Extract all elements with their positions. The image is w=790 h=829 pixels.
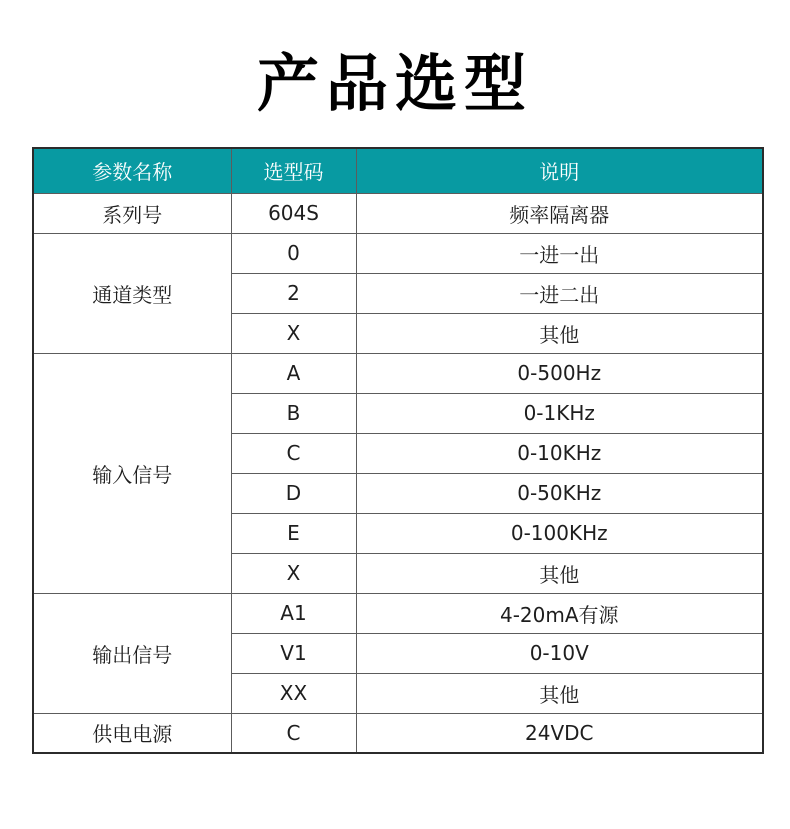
code-cell: A — [231, 353, 356, 393]
code-cell: X — [231, 313, 356, 353]
code-cell: D — [231, 473, 356, 513]
table-header-row — [33, 148, 763, 193]
desc-cell: 其他 — [356, 313, 763, 353]
table-row — [33, 593, 763, 633]
code-cell: 604S — [231, 193, 356, 233]
code-cell: V1 — [231, 633, 356, 673]
param-cell-channel-type: 通道类型 — [33, 233, 231, 353]
desc-cell: 0-50KHz — [356, 473, 763, 513]
param-cell-power-supply: 供电电源 — [33, 713, 231, 753]
header-selection-code: 选型码 — [231, 148, 356, 193]
desc-cell: 一进一出 — [356, 233, 763, 273]
param-cell-series: 系列号 — [33, 193, 231, 233]
code-cell: C — [231, 433, 356, 473]
table-row — [33, 353, 763, 393]
table-row — [33, 713, 763, 753]
desc-cell: 0-500Hz — [356, 353, 763, 393]
desc-cell: 0-100KHz — [356, 513, 763, 553]
desc-cell: 其他 — [356, 553, 763, 593]
desc-cell: 4-20mA有源 — [356, 593, 763, 633]
desc-cell: 24VDC — [356, 713, 763, 753]
code-cell: X — [231, 553, 356, 593]
code-cell: B — [231, 393, 356, 433]
code-cell: A1 — [231, 593, 356, 633]
code-cell: C — [231, 713, 356, 753]
param-cell-output-signal: 输出信号 — [33, 593, 231, 713]
page-title: 产品选型 — [256, 47, 533, 120]
table-row — [33, 233, 763, 273]
product-selection-table — [32, 147, 764, 754]
desc-cell: 频率隔离器 — [356, 193, 763, 233]
code-cell: XX — [231, 673, 356, 713]
code-cell: 0 — [231, 233, 356, 273]
code-cell: E — [231, 513, 356, 553]
header-description: 说明 — [356, 148, 763, 193]
desc-cell: 0-10V — [356, 633, 763, 673]
desc-cell: 0-1KHz — [356, 393, 763, 433]
param-cell-input-signal: 输入信号 — [33, 353, 231, 593]
desc-cell: 0-10KHz — [356, 433, 763, 473]
desc-cell: 一进二出 — [356, 273, 763, 313]
desc-cell: 其他 — [356, 673, 763, 713]
header-parameter-name: 参数名称 — [33, 148, 231, 193]
table-row — [33, 193, 763, 233]
product-selection-table-container — [32, 147, 762, 754]
code-cell: 2 — [231, 273, 356, 313]
